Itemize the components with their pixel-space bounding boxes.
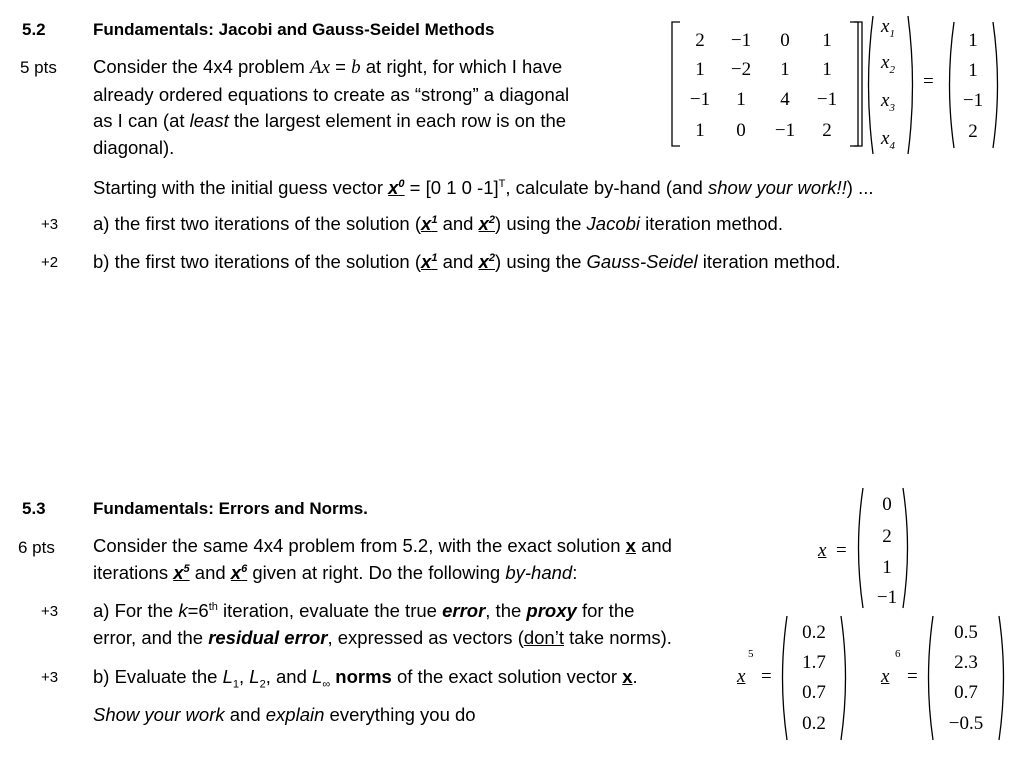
x5-vector-right-paren xyxy=(838,614,852,742)
b-vector-right-paren xyxy=(990,20,1004,150)
matrix-cell: −1 xyxy=(689,89,711,110)
x6-superscript: 6 xyxy=(895,648,901,660)
part-b-text: b) the first two iterations of the solution ($x^1$ and $x^2$) using the Gauss-Seidel iteration method. xyxy=(93,251,841,272)
equals-sign: = xyxy=(923,71,934,92)
x6-vector-cell: 2.3 xyxy=(954,652,978,673)
intro-line-1: Consider the 4x4 problem Ax = b at right, for which I have xyxy=(93,56,563,78)
x5-vector-cell: 0.2 xyxy=(802,713,826,734)
intro-line-1: Consider the same 4x4 problem from 5.2, with the exact solution x and xyxy=(93,535,672,556)
x5-vector-cell: 1.7 xyxy=(802,652,826,673)
part-a-score: +3 xyxy=(41,603,59,620)
points-label: 5 pts xyxy=(20,58,57,77)
x6-vector-cell: −0.5 xyxy=(948,713,984,734)
x-vector-equals: = xyxy=(836,540,847,561)
problem-intro xyxy=(93,533,672,586)
problem-number: 5.3 xyxy=(22,499,46,518)
matrix-cell: 1 xyxy=(736,89,746,110)
intro-line-2: iterations $x^5$ and $x^6$ given at right. Do the following by-hand: xyxy=(93,561,578,583)
points-label: 6 pts xyxy=(18,538,55,557)
problem-intro xyxy=(93,54,569,161)
matrix-cell: −2 xyxy=(730,59,752,80)
intro-line-2: already ordered equations to create as “strong” a diagonal xyxy=(93,83,570,105)
part-a-score: +3 xyxy=(41,216,59,233)
show-work-line: Show your work and explain everything you do xyxy=(93,704,476,725)
matrix-cell: 4 xyxy=(780,89,790,110)
x5-vector-equals: = xyxy=(761,666,772,687)
x-vector-label: x xyxy=(818,540,827,561)
unknown-x1: $x_1$ xyxy=(881,16,895,40)
x5-vector-label: x xyxy=(737,666,746,687)
x5-superscript: 5 xyxy=(748,648,754,660)
matrix-cell: 1 xyxy=(780,59,790,80)
problem-number: 5.2 xyxy=(22,20,46,39)
matrix-cell: 1 xyxy=(822,59,832,80)
matrix-cell: −1 xyxy=(774,120,796,141)
matrix-cell: −1 xyxy=(730,30,752,51)
x6-vector-label: x xyxy=(881,666,890,687)
b-vector-cell: −1 xyxy=(962,90,984,111)
x-vector-cell: 2 xyxy=(882,526,892,547)
unknown-x4: $x_4$ xyxy=(881,128,895,152)
matrix-cell: −1 xyxy=(816,89,838,110)
problem-title: Fundamentals: Jacobi and Gauss-Seidel Methods xyxy=(93,20,495,39)
x6-vector-right-paren xyxy=(996,614,1010,742)
problem-title: Fundamentals: Errors and Norms. xyxy=(93,499,368,518)
unknowns-right-paren xyxy=(905,14,919,156)
x6-vector-equals: = xyxy=(907,666,918,687)
intro-line-3: as I can (at least the largest element in each row is on the xyxy=(93,110,567,131)
part-b-score: +2 xyxy=(41,254,59,271)
matrix-cell: 1 xyxy=(695,120,705,141)
initial-guess-line: Starting with the initial guess vector $x^0 = [0$ 1 0 -1]$^T$, calculate by-hand (and show your work!!) ... xyxy=(93,177,874,198)
matrix-cell: 2 xyxy=(695,30,705,51)
matrix-cell: 0 xyxy=(736,120,746,141)
unknown-x3: $x_3$ xyxy=(881,90,895,114)
unknown-x2: $x_2$ xyxy=(881,52,895,76)
matrix-cell: 2 xyxy=(822,120,832,141)
part-a-text: a) the first two iterations of the solution ($x^1$ and $x^2$) using the Jacobi iteration method. xyxy=(93,213,783,234)
matrix-cell: 1 xyxy=(822,30,832,51)
x-vector-cell: 1 xyxy=(882,557,892,578)
x6-vector-cell: 0.5 xyxy=(954,622,978,643)
matrix-cell: 1 xyxy=(695,59,705,80)
part-b-score: +3 xyxy=(41,669,59,686)
intro-line-4: diagonal). xyxy=(93,136,175,158)
x-vector-cell: 0 xyxy=(882,494,892,515)
matrix-cell: 0 xyxy=(780,30,790,51)
x5-vector-cell: 0.2 xyxy=(802,622,826,643)
x-vector-right-paren xyxy=(900,486,914,610)
part-b-text: b) Evaluate the $L_1$, $L_2$, and $L_\infty$ norms of the exact solution vector x. xyxy=(93,666,638,691)
x6-vector-cell: 0.7 xyxy=(954,682,978,703)
b-vector-cell: 2 xyxy=(968,121,978,142)
b-vector-cell: 1 xyxy=(968,30,978,51)
unknowns-left-paren xyxy=(862,14,876,156)
x6-vector-left-paren xyxy=(922,614,936,742)
b-vector-cell: 1 xyxy=(968,60,978,81)
x5-vector-cell: 0.7 xyxy=(802,682,826,703)
part-a-text: a) For the k=6th iteration, evaluate the true error, the proxy for the error, and the residual error, expressed as vectors (don’t take norms). xyxy=(93,600,672,648)
x-vector-cell: −1 xyxy=(876,587,898,608)
